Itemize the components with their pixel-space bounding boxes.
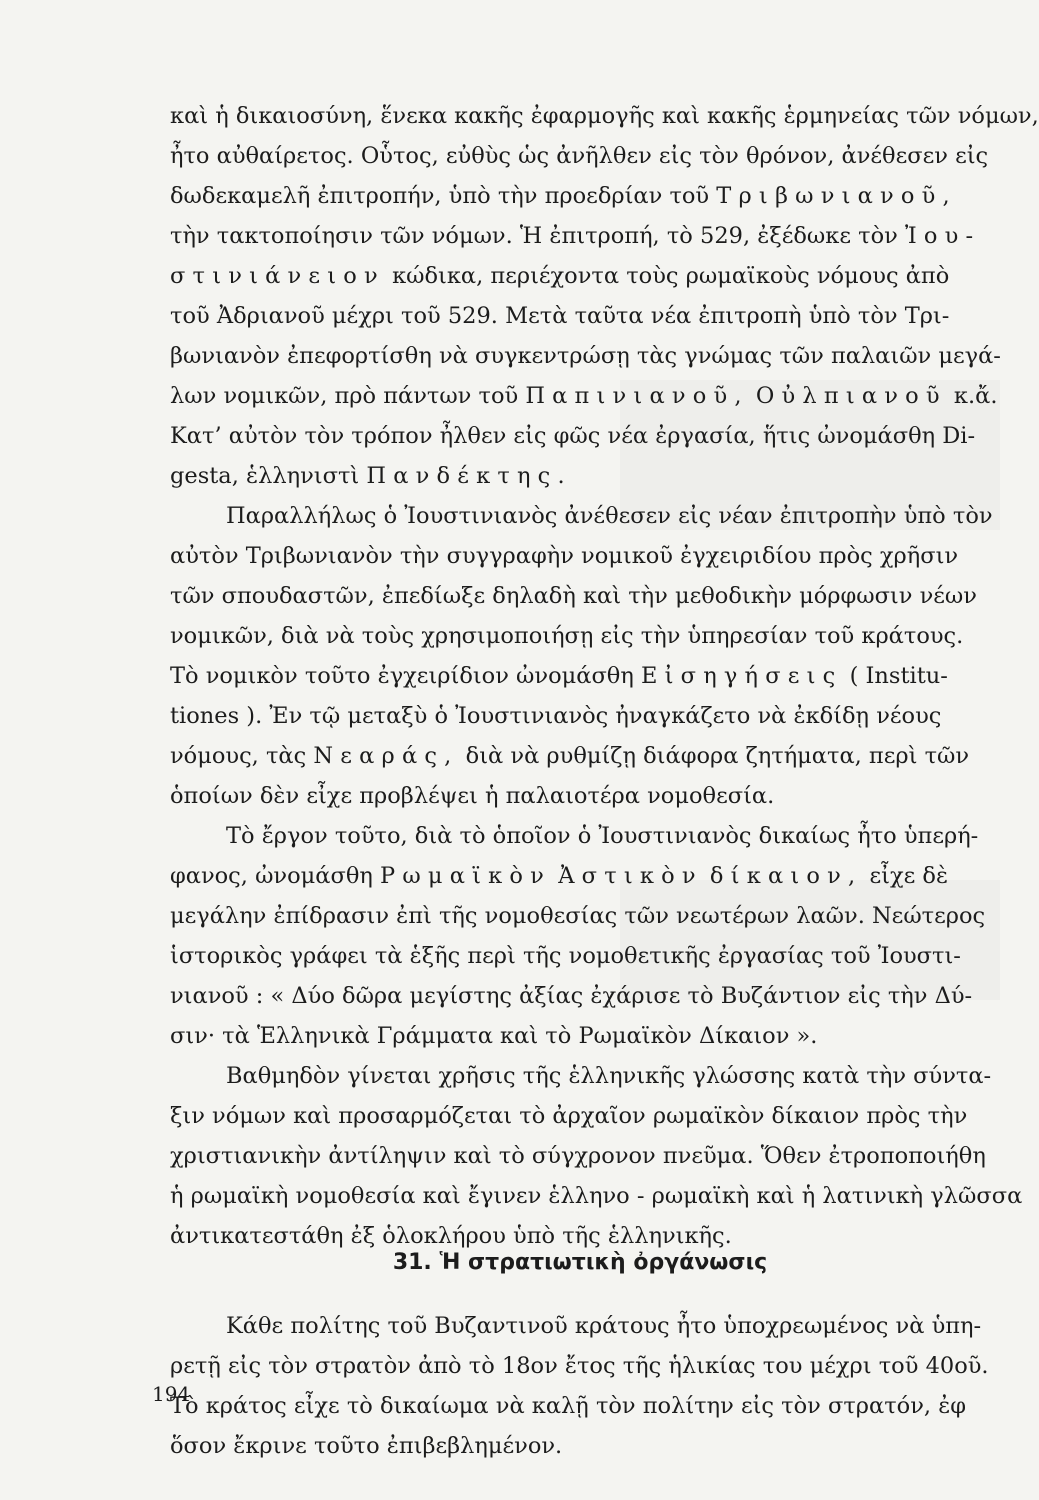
text-line: φανος, ὠνομάσθη Ρωμαϊκὸν Ἀστικὸν δίκαιον, εἶχε δὲ	[170, 863, 949, 889]
text-line: ξιν νόμων καὶ προσαρμόζεται τὸ ἀρχαῖον ρωμαϊκὸν δίκαιον πρὸς τὴν	[170, 1103, 968, 1129]
text-line: δωδεκαμελῆ ἐπιτροπήν, ὑπὸ τὴν προεδρίαν τοῦ Τριβωνιανοῦ,	[170, 183, 957, 209]
text-line: ἱστορικὸς γράφει τὰ ἑξῆς περὶ τῆς νομοθετικῆς ἐργασίας τοῦ Ἰουστι-	[170, 943, 961, 969]
text-line: βωνιανὸν ἐπεφορτίσθη νὰ συγκεντρώσῃ τὰς γνώμας τῶν παλαιῶν μεγά-	[170, 343, 1001, 369]
text-line: ὁποίων δὲν εἶχε προβλέψει ἡ παλαιοτέρα νομοθεσία.	[170, 783, 775, 809]
text-line: λων νομικῶν, πρὸ πάντων τοῦ Παπινιανοῦ, Οὐλπιανοῦ κ.ἄ.	[170, 383, 998, 409]
text-line: τοῦ Ἀδριανοῦ μέχρι τοῦ 529. Μετὰ ταῦτα νέα ἐπιτροπὴ ὑπὸ τὸν Τρι-	[170, 303, 950, 329]
spaced-name: Εἰσηγήσεις	[641, 663, 843, 689]
section-heading: 31. Ἡ στρατιωτικὴ ὀργάνωσις	[392, 1250, 768, 1275]
spaced-name: Ρωμαϊκὸν	[380, 863, 552, 889]
text-line: μεγάλην ἐπίδρασιν ἐπὶ τῆς νομοθεσίας τῶν νεωτέρων λαῶν. Νεώτερος	[170, 903, 986, 929]
text-line: Τὸ νομικὸν τοῦτο ἐγχειρίδιον ὠνομάσθη Εἰσηγήσεις ( Institu-	[170, 663, 948, 689]
text-line: αὐτὸν Τριβωνιανὸν τὴν συγγραφὴν νομικοῦ ἐγχειριδίου πρὸς χρῆσιν	[170, 543, 959, 569]
text-line: νιανοῦ : « Δύο δῶρα μεγίστης ἀξίας ἐχάρισε τὸ Βυζάντιον εἰς τὴν Δύ-	[170, 983, 973, 1009]
text-line: ἀντικατεστάθη ἐξ ὁλοκλήρου ὑπὸ τῆς ἑλληνικῆς.	[170, 1223, 732, 1249]
text-line: χριστιανικὴν ἀντίληψιν καὶ τὸ σύγχρονον πνεῦμα. Ὅθεν ἐτροποποιήθη	[170, 1143, 986, 1169]
text-line: νομικῶν, διὰ νὰ τοὺς χρησιμοποιήσῃ εἰς τὴν ὑπηρεσίαν τοῦ κράτους.	[170, 623, 964, 649]
text-line: ἦτο αὐθαίρετος. Οὗτος, εὐθὺς ὡς ἀνῆλθεν εἰς τὸν θρόνον, ἀνέθεσεν εἰς	[170, 143, 989, 169]
text-line: ἡ ρωμαϊκὴ νομοθεσία καὶ ἔγινεν ἑλληνο - ρωμαϊκὴ καὶ ἡ λατινικὴ γλῶσσα	[170, 1183, 1023, 1209]
text-line: ρετῇ εἰς τὸν στρατὸν ἀπὸ τὸ 18ον ἔτος τῆς ἡλικίας του μέχρι τοῦ 40οῦ.	[170, 1353, 989, 1379]
text-line: Παραλλήλως ὁ Ἰουστινιανὸς ἀνέθεσεν εἰς νέαν ἐπιτροπὴν ὑπὸ τὸν	[226, 503, 993, 529]
spaced-name: Τριβωνιανοῦ,	[716, 183, 957, 209]
text-line: τῶν σπουδαστῶν, ἐπεδίωξε δηλαδὴ καὶ τὴν μεθοδικὴν μόρφωσιν νέων	[170, 583, 977, 609]
spaced-name: Ἀστικὸν	[558, 863, 703, 889]
text-line: tiones ). Ἐν τῷ μεταξὺ ὁ Ἰουστινιανὸς ἠναγκάζετο νὰ ἐκδίδῃ νέους	[170, 703, 942, 729]
text-line: Κάθε πολίτης τοῦ Βυζαντινοῦ κράτους ἦτο ὑποχρεωμένος νὰ ὑπη-	[226, 1313, 982, 1339]
text-line: Βαθμηδὸν γίνεται χρῆσις τῆς ἑλληνικῆς γλώσσης κατὰ τὴν σύντα-	[226, 1063, 992, 1089]
spaced-name: Παπινιανοῦ,	[525, 383, 749, 409]
text-line: τὴν τακτοποίησιν τῶν νόμων. Ἡ ἐπιτροπή, τὸ 529, ἐξέδωκε τὸν Ἰου-	[170, 223, 981, 249]
text-line: σιν· τὰ Ἑλληνικὰ Γράμματα καὶ τὸ Ρωμαϊκὸν Δίκαιον ».	[170, 1023, 818, 1049]
text-line: Τὸ ἔργον τοῦτο, διὰ τὸ ὁποῖον ὁ Ἰουστινιανὸς δικαίως ἦτο ὑπερή-	[226, 823, 979, 849]
spaced-name: Νεαράς,	[313, 743, 459, 769]
text-line: νόμους, τὰς Νεαράς, διὰ νὰ ρυθμίζῃ διάφορα ζητήματα, περὶ τῶν	[170, 743, 970, 769]
spaced-name: στινιάνειον	[170, 263, 385, 289]
text-line: gesta, ἑλληνιστὶ Πανδέκτης.	[170, 463, 572, 489]
text-line: ὅσον ἔκρινε τοῦτο ἐπιβεβλημένον.	[170, 1433, 563, 1459]
text-line: Τὸ κράτος εἶχε τὸ δικαίωμα νὰ καλῇ τὸν πολίτην εἰς τὸν στρατόν, ἐφ	[170, 1393, 967, 1419]
text-line: καὶ ἡ δικαιοσύνη, ἕνεκα κακῆς ἐφαρμογῆς καὶ κακῆς ἑρμηνείας τῶν νόμων,	[170, 103, 1039, 129]
text-line: Κατ’ αὐτὸν τὸν τρόπον ἦλθεν εἰς φῶς νέα ἐργασία, ἥτις ὠνομάσθη Di-	[170, 423, 976, 449]
spaced-name: Οὐλπιανοῦ	[755, 383, 947, 409]
spaced-name: Ἰου-	[904, 223, 981, 249]
spaced-name: Πανδέκτης.	[366, 463, 572, 489]
spaced-name: δίκαιον,	[709, 863, 863, 889]
page-number: 194	[152, 1382, 191, 1406]
text-line: στινιάνειον κώδικα, περιέχοντα τοὺς ρωμαϊκοὺς νόμους ἀπὸ	[170, 263, 950, 289]
